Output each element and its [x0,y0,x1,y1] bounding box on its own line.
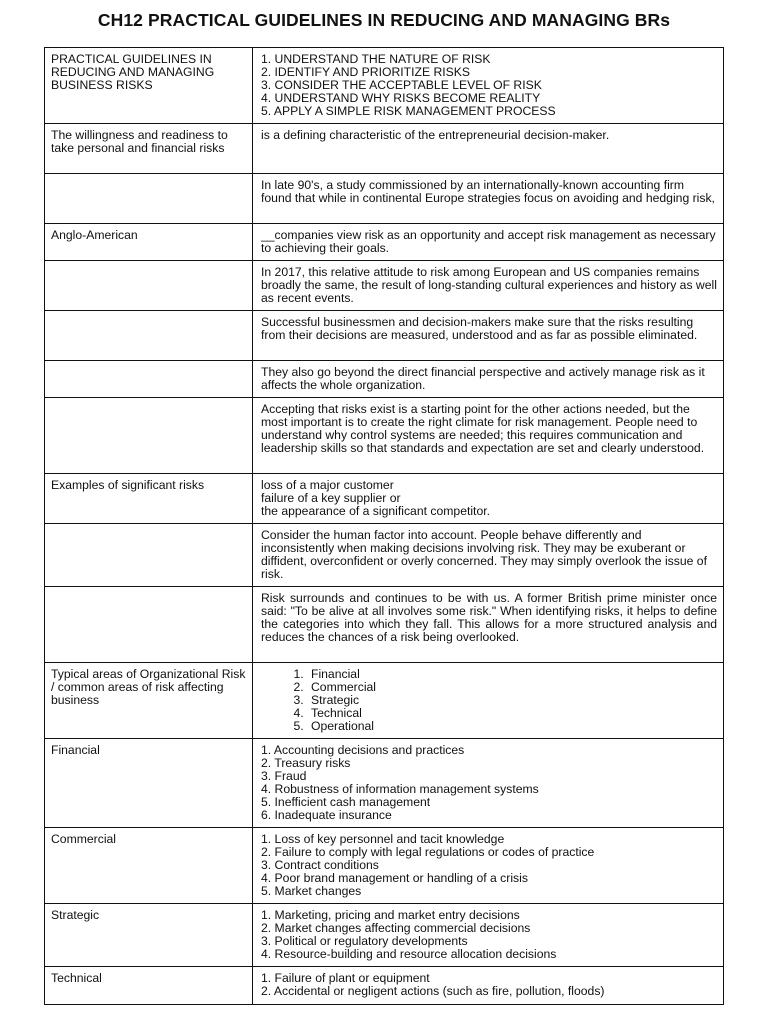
row-content: Consider the human factor into account. People behave differently and inconsistently when making decisions involving risk. They may be exuberant or diffident, overconfident or overly concerned. They may simply overlook the issue of risk. [253,524,724,587]
row-label [45,587,253,663]
table-row [45,587,724,663]
row-label: The willingness and readiness to take personal and financial risks [45,124,253,174]
list-line: the appearance of a significant competitor. [261,503,490,518]
list-line: 2. Accidental or negligent actions (such as fire, pollution, floods) [261,983,605,998]
row-label: Commercial [45,828,253,904]
list-line: 5. APPLY A SIMPLE RISK MANAGEMENT PROCESS [261,103,556,118]
row-content: In 2017, this relative attitude to risk among European and US companies remains broadly the same, the result of long-standing cultural experiences and history as well as recent events. [253,261,724,311]
table-row [45,398,724,474]
table-row [45,48,724,124]
list-line: 1. UNDERSTAND THE NATURE OF RISK [261,52,491,66]
row-label: Technical [45,967,253,1005]
list-line: 1. Marketing, pricing and market entry decisions [261,908,520,922]
list-line: loss of a major customer [261,478,394,492]
row-content [253,967,724,1005]
row-content [253,828,724,904]
table-row [45,261,724,311]
row-content: is a defining characteristic of the entrepreneurial decision-maker. [253,124,724,174]
table-row [45,524,724,587]
row-label [45,398,253,474]
list-line: 1. Loss of key personnel and tacit knowledge [261,832,505,846]
table-row [45,663,724,739]
table-row [45,124,724,174]
risk-area-list [261,668,717,733]
table-row [45,224,724,261]
list-line: failure of a key supplier or [261,490,401,505]
row-label [45,311,253,361]
table-row [45,311,724,361]
row-label: Examples of significant risks [45,474,253,524]
row-label [45,261,253,311]
list-line: 2. IDENTIFY AND PRIORITIZE RISKS [261,64,471,79]
row-content: In late 90's, a study commissioned by an internationally-known accounting firm found that while in continental Europe strategies focus on avoiding and hedging risk, [253,174,724,224]
list-line: 3. Fraud [261,768,307,783]
table-body [45,48,724,1005]
table-row [45,739,724,828]
list-line: 4. Poor brand management or handling of a crisis [261,870,528,885]
row-content [253,663,724,739]
row-content: They also go beyond the direct financial perspective and actively manage risk as it affects the whole organization. [253,361,724,398]
list-line: 2. Treasury risks [261,755,351,770]
list-line: 4. Robustness of information management systems [261,781,539,796]
table-row [45,174,724,224]
row-content: Successful businessmen and decision-makers make sure that the risks resulting from their decisions are measured, understood and as far as possible eliminated. [253,311,724,361]
row-content [253,474,724,524]
row-label: Strategic [45,904,253,967]
row-label: Typical areas of Organizational Risk / common areas of risk affecting business [45,663,253,739]
list-item: 2. Commercial [307,681,717,694]
table-row [45,361,724,398]
table-row [45,967,724,1005]
list-line: 1. Accounting decisions and practices [261,743,465,757]
list-line: 4. UNDERSTAND WHY RISKS BECOME REALITY [261,90,541,105]
list-line: 5. Inefficient cash management [261,794,431,809]
list-line: 1. Failure of plant or equipment [261,971,430,985]
row-content [253,904,724,967]
row-label [45,524,253,587]
list-line: 3. CONSIDER THE ACCEPTABLE LEVEL OF RISK [261,77,542,92]
table-row [45,904,724,967]
row-content [253,48,724,124]
list-line: 5. Market changes [261,883,362,898]
page-title: CH12 PRACTICAL GUIDELINES IN REDUCING AND MANAGING BRs [97,10,671,30]
list-item: 4. Technical [307,707,717,720]
row-label: PRACTICAL GUIDELINES IN REDUCING AND MANAGING BUSINESS RISKS [45,48,253,124]
list-item: 1. Financial [307,668,717,681]
list-line: 4. Resource-building and resource allocation decisions [261,946,557,961]
list-line: 2. Market changes affecting commercial decisions [261,920,531,935]
row-label [45,174,253,224]
row-content: Risk surrounds and continues to be with us. A former British prime minister once said: "To be alive at all involves some risk." When identifying risks, it helps to define the categories into which they fall. This allows for a more structured analysis and reduces the chances of a risk being overlooked. [253,587,724,663]
table-row [45,828,724,904]
table-row [45,474,724,524]
list-line: 3. Contract conditions [261,857,379,872]
list-item: 3. Strategic [307,694,717,707]
row-label: Financial [45,739,253,828]
row-content: Accepting that risks exist is a starting point for the other actions needed, but the most important is to create the right climate for risk management. People need to understand why control systems are needed; this requires communication and leadership skills so that standards and expectation are set and clearly understood. [253,398,724,474]
row-content: __companies view risk as an opportunity and accept risk management as necessary to achieving their goals. [253,224,724,261]
row-label: Anglo-American [45,224,253,261]
row-label [45,361,253,398]
list-line: 3. Political or regulatory developments [261,933,468,948]
guidelines-table [44,47,724,1005]
list-item: 5. Operational [307,720,717,733]
list-line: 6. Inadequate insurance [261,807,392,822]
list-line: 2. Failure to comply with legal regulations or codes of practice [261,844,595,859]
row-content [253,739,724,828]
